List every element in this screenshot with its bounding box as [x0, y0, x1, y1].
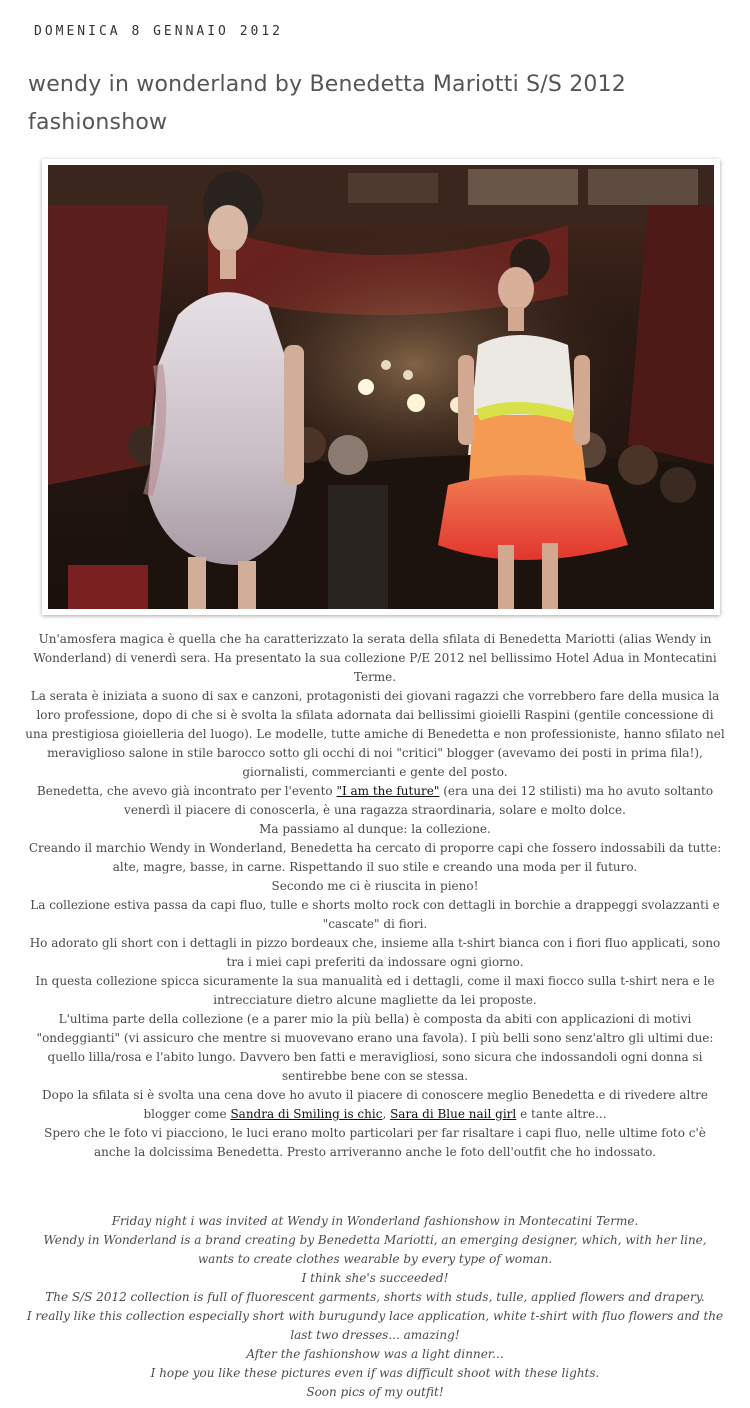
paragraph: Creando il marchio Wendy in Wonderland, Benedetta ha cercato di proporre capi che fossero indossabili da tutte: alte, magre, basse, in carne. Rispettando il suo stile e creando una moda per il futuro. [28, 841, 722, 874]
paragraph: Secondo me ci è riuscita in pieno! [271, 879, 479, 893]
paragraph: Spero che le foto vi piacciono, le luci erano molto particolari per far risaltare i capi fluo, nelle ultime foto c'è anche la dolcissima Benedetta. Presto arriveranno anche le foto dell'outfit che ho indossato. [44, 1126, 706, 1159]
paragraph: La serata è iniziata a suono di sax e canzoni, protagonisti dei giovani ragazzi che vorrebbero fare della musica la loro professione, dopo di che si è svolta la sfilata adornata dai bellissimi gioielli Raspini (gentile concessione di una prestigiosa gioielleria del luogo). Le modelle, tutte amiche di Benedetta e non professioniste, hanno sfilato nel meraviglioso salone in stile barocco sotto gli occhi di noi "critici" blogger (avevamo dei posti in prima fila!), giornalisti, commercianti e gente del posto. [25, 689, 725, 779]
paragraph: I hope you like these pictures even if was difficult shoot with these lights. [150, 1366, 600, 1380]
paragraph: La collezione estiva passa da capi fluo, tulle e shorts molto rock con dettagli in borchie a drappeggi svolazzanti e "cascate" di fiori. [30, 898, 720, 931]
text-span: , [382, 1107, 391, 1121]
text-span: Dopo la sfilata si è svolta una cena dove ho avuto il piacere di conoscere meglio Benedetta e di rivedere altre blogger come [42, 1088, 708, 1121]
paragraph: The S/S 2012 collection is full of fluorescent garments, shorts with studs, tulle, applied flowers and drapery. [45, 1290, 705, 1304]
post-body-english [24, 1212, 726, 1402]
text-span: e tante altre... [516, 1107, 607, 1121]
post-title[interactable]: wendy in wonderland by Benedetta Mariotti S/S 2012 fashionshow [28, 72, 627, 135]
text-span: (era una dei 12 stilisti) ma ho avuto soltanto venerdì il piacere di conoscerla, è una ragazza straordinaria, solare e molto dolce. [124, 784, 714, 817]
paragraph: Friday night i was invited at Wendy in Wonderland fashionshow in Montecatini Terme. [111, 1214, 639, 1228]
post-body-italian [24, 630, 726, 1162]
paragraph: In questa collezione spicca sicuramente la sua manualità ed i dettagli, come il maxi fiocco sulla t-shirt nera e le intrecciature dietro alcune magliette da lei proposte. [35, 974, 715, 1007]
link-blue-nail-girl[interactable]: Sara di Blue nail girl [390, 1107, 517, 1121]
paragraph: I really like this collection especially short with burugundy lace application, white t-shirt with fluo flowers and the last two dresses... amazing! [26, 1309, 724, 1342]
link-i-am-the-future[interactable]: "I am the future" [336, 784, 440, 798]
paragraph [24, 1086, 726, 1124]
date-header: DOMENICA 8 GENNAIO 2012 [34, 24, 284, 39]
link-smiling-is-chic[interactable]: Sandra di Smiling is chic [230, 1107, 383, 1121]
paragraph: After the fashionshow was a light dinner... [246, 1347, 504, 1361]
paragraph: Ho adorato gli short con i dettagli in pizzo bordeaux che, insieme alla t-shirt bianca con i fiori fluo applicati, sono tra i miei capi preferiti da indossare ogni giorno. [29, 936, 721, 969]
runway-photo [48, 165, 714, 609]
paragraph: Soon pics of my outfit! [306, 1385, 444, 1399]
paragraph: Ma passiamo al dunque: la collezione. [259, 822, 491, 836]
paragraph: I think she's succeeded! [301, 1271, 449, 1285]
text-span: Benedetta, che avevo già incontrato per l'evento [36, 784, 337, 798]
paragraph: Un'amosfera magica è quella che ha caratterizzato la serata della sfilata di Benedetta Mariotti (alias Wendy in Wonderland) di venerdì sera. Ha presentato la sua collezione P/E 2012 nel bellissimo Hotel Adua in Montecatini Terme. [33, 632, 717, 684]
paragraph [24, 782, 726, 820]
paragraph: L'ultima parte della collezione (e a parer mio la più bella) è composta da abiti con applicazioni di motivi "ondeggianti" (vi assicuro che mentre si muovevano erano una favola). I più belli sono senz'altro gli ultimi due: quello lilla/rosa e l'abito lungo. Davvero ben fatti e meravigliosi, sono sicura che indossandoli ogni donna si sentirebbe bene con se stessa. [36, 1012, 714, 1083]
paragraph: Wendy in Wonderland is a brand creating by Benedetta Mariotti, an emerging designer, which, with her line, wants to create clothes wearable by every type of woman. [43, 1233, 707, 1266]
post-photo[interactable] [42, 159, 720, 615]
